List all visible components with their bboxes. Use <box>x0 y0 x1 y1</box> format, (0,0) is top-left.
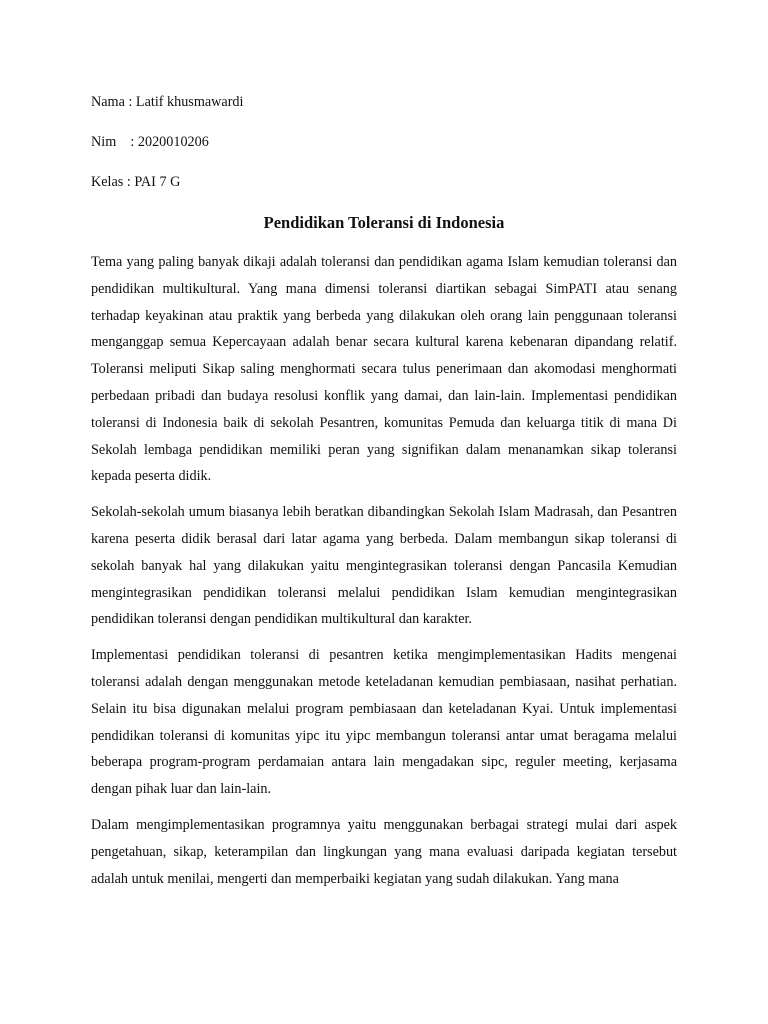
student-name-line: Nama : Latif khusmawardi <box>91 94 244 110</box>
document-title: Pendidikan Toleransi di Indonesia <box>263 213 505 232</box>
student-class-line: Kelas : PAI 7 G <box>91 174 181 190</box>
document-page <box>91 93 677 901</box>
paragraph-2: Sekolah-sekolah umum biasanya lebih beratkan dibandingkan Sekolah Islam Madrasah, dan Pesantren karena peserta didik berasal dari latar agama yang berbeda. Dalam membangun sikap toleransi di sekolah banyak hal yang dilakukan yaitu mengintegrasikan toleransi dengan Pancasila Kemudian mengintegrasikan pendidikan toleransi melalui pendidikan Islam kemudian mengintegrasikan pendidikan toleransi dengan pendidikan multikultural dan karakter. <box>91 504 677 628</box>
paragraph-3: Implementasi pendidikan toleransi di pesantren ketika mengimplementasikan Hadits mengenai toleransi adalah dengan menggunakan metode keteladanan kemudian pembiasaan, nasihat perhatian. Selain itu bisa digunakan melalui program pembiasaan dan keteladanan Kyai. Untuk implementasi pendidikan toleransi di komunitas yipc itu yipc membangun toleransi antar umat beragama melalui beberapa program-program perdamaian antara lain mengadakan sipc, reguler meeting, kerjasama dengan pihak luar dan lain-lain. <box>91 647 677 798</box>
paragraph-1: Tema yang paling banyak dikaji adalah toleransi dan pendidikan agama Islam kemudian toleransi dan pendidikan multikultural. Yang mana dimensi toleransi diartikan sebagai SimPATI atau senang terhadap keyakinan atau praktik yang berbeda yang dilakukan oleh orang lain penggunaan toleransi menganggap semua Kepercayaan adalah benar secara kultural karena kebenaran dipandang relatif. Toleransi meliputi Sikap saling menghormati secara tulus penerimaan dan akomodasi menghormati perbedaan pribadi dan budaya resolusi konflik yang damai, dan lain-lain. Implementasi pendidikan toleransi di Indonesia baik di sekolah Pesantren, komunitas Pemuda dan keluarga titik di mana Di Sekolah lembaga pendidikan memiliki peran yang signifikan dalam menanamkan sikap toleransi kepada peserta didik. <box>91 254 677 485</box>
paragraph-4: Dalam mengimplementasikan programnya yaitu menggunakan berbagai strategi mulai dari aspek pengetahuan, sikap, keterampilan dan lingkungan yang mana evaluasi daripada kegiatan tersebut adalah untuk menilai, mengerti dan memperbaiki kegiatan yang sudah dilakukan. Yang mana <box>91 816 677 887</box>
student-nim-line: Nim : 2020010206 <box>91 134 209 150</box>
